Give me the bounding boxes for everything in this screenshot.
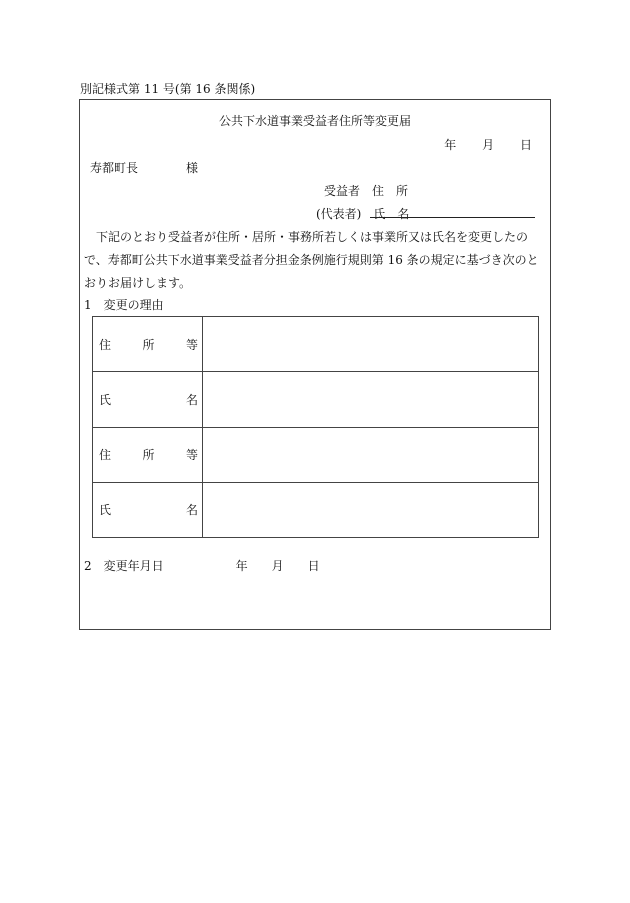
row-label-char: 所 (142, 337, 155, 352)
row-label (99, 336, 198, 353)
row-label (99, 446, 198, 463)
addressee-honorific: 様 (186, 161, 199, 175)
row-label-cell (93, 427, 203, 482)
applicant-name-label: (代表者) 氏 名 (316, 207, 410, 221)
row-label-cell (93, 317, 203, 372)
form-body-text: 下記のとおり受益者が住所・居所・事務所若しくは事業所又は氏名を変更したので、寿都町公共下水道事業受益者分担金条例施行規則第 16 条の規定に基づき次のとおりお届けします。 (84, 230, 539, 290)
row-label-char: 氏 (99, 392, 112, 407)
date-month: 月 (482, 138, 495, 152)
row-value-cell[interactable] (203, 482, 539, 537)
section-2-heading: 2 変更年月日 (84, 559, 164, 573)
row-value-cell[interactable] (203, 427, 539, 482)
table-row (93, 372, 539, 427)
row-label (99, 501, 198, 518)
change-date-month: 月 (271, 559, 284, 573)
submission-date (444, 136, 532, 153)
row-label-char: 名 (185, 392, 198, 407)
row-label-char: 等 (185, 337, 198, 352)
table-row (93, 427, 539, 482)
row-label (99, 391, 198, 408)
change-date-year: 年 (235, 559, 248, 573)
change-reason-table (92, 316, 539, 538)
form-number-label: 別記様式第 11 号(第 16 条関係) (80, 82, 256, 96)
row-label-char: 住 (99, 448, 112, 463)
section-1-heading: 1 変更の理由 (84, 298, 164, 312)
row-label-char: 等 (185, 448, 198, 463)
addressee-name: 寿都町長 (90, 161, 139, 175)
applicant-address-label: 受益者 住 所 (324, 184, 409, 198)
row-label-cell (93, 372, 203, 427)
row-label-char: 氏 (99, 503, 112, 518)
row-value-cell[interactable] (203, 317, 539, 372)
table-row (93, 317, 539, 372)
row-label-char: 所 (142, 448, 155, 463)
notification-form (79, 99, 551, 630)
change-date-day: 日 (307, 559, 320, 573)
table-row (93, 482, 539, 537)
row-label-char: 名 (185, 503, 198, 518)
row-label-char: 住 (99, 337, 112, 352)
row-label-cell (93, 482, 203, 537)
row-value-cell[interactable] (203, 372, 539, 427)
form-title: 公共下水道事業受益者住所等変更届 (218, 114, 411, 128)
applicant-name-line[interactable] (370, 217, 535, 218)
addressee (90, 159, 198, 176)
section-2-change-date (84, 557, 320, 574)
date-day: 日 (519, 138, 532, 152)
date-year: 年 (444, 138, 457, 152)
